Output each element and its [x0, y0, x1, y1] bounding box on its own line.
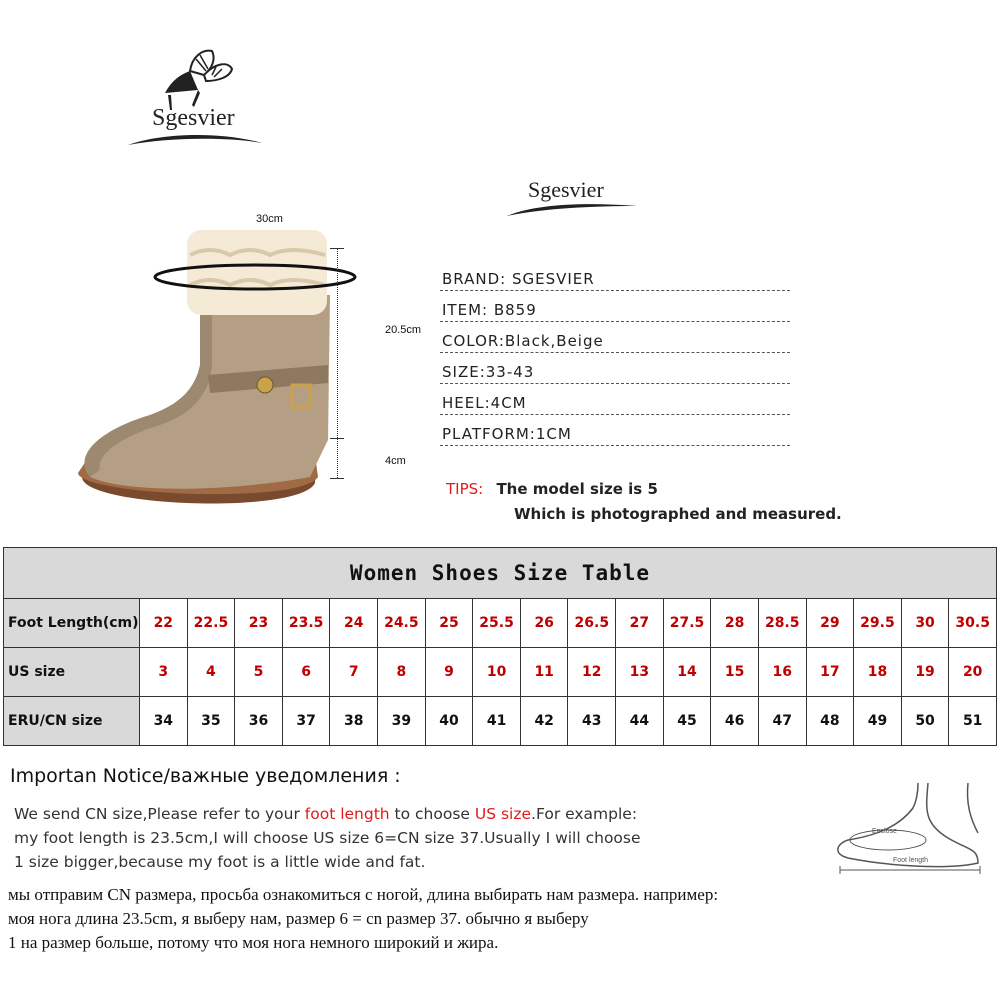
- table-cell: 43: [568, 697, 616, 746]
- spec-color: COLOR:Black,Beige: [440, 330, 790, 353]
- table-row-us-size: [4, 648, 997, 697]
- table-cell: 10: [473, 648, 521, 697]
- height-measure-top-tick: [330, 248, 344, 249]
- notice-en-line2: my foot length is 23.5cm,I will choose US size 6=CN size 37.Usually I will choose: [14, 829, 641, 847]
- size-table-title: Women Shoes Size Table: [4, 548, 997, 599]
- table-cell: 22: [140, 599, 188, 648]
- brand-logo-center-text: Sgesvier: [528, 177, 604, 202]
- table-cell: 24.5: [378, 599, 426, 648]
- size-table: [3, 547, 997, 746]
- spec-size: SIZE:33-43: [440, 361, 790, 384]
- table-cell: 37: [282, 697, 330, 746]
- spec-item: ITEM: B859: [440, 299, 790, 322]
- foot-enclose-label: Enclose: [872, 828, 897, 835]
- height-measure-mid-tick: [330, 438, 344, 439]
- table-cell: 7: [330, 648, 378, 697]
- table-cell: 13: [616, 648, 664, 697]
- table-cell: 25.5: [473, 599, 521, 648]
- table-cell: 26.5: [568, 599, 616, 648]
- boot-image: [60, 215, 360, 515]
- table-cell: 45: [663, 697, 711, 746]
- us-size-highlight: US size: [474, 805, 532, 823]
- notice-ru-line1: мы отправим CN размера, просьба ознакомиться с ногой, длина выбирать нам размера. например:: [8, 885, 719, 904]
- notice-en-line3: 1 size bigger,because my foot is a little wide and fat.: [14, 853, 426, 871]
- table-cell: 23: [235, 599, 283, 648]
- table-cell: 18: [854, 648, 902, 697]
- heel-measure-label: 4cm: [385, 455, 406, 467]
- brand-logo-top: [120, 45, 270, 155]
- table-cell: 42: [520, 697, 568, 746]
- table-cell: 17: [806, 648, 854, 697]
- foot-length-label: Foot length: [893, 857, 929, 864]
- table-cell: 22.5: [187, 599, 235, 648]
- table-cell: 19: [901, 648, 949, 697]
- notice-ru-line3: 1 на размер больше, потому что моя нога немного широкий и жира.: [8, 933, 499, 952]
- brand-logo-center-swoosh: [505, 200, 640, 225]
- table-cell: 35: [187, 697, 235, 746]
- butterfly-heel-icon: [120, 45, 270, 155]
- table-cell: 15: [711, 648, 759, 697]
- spec-heel: HEEL:4CM: [440, 392, 790, 415]
- row-label: Foot Length(cm): [4, 599, 140, 648]
- tips-label: TIPS:: [446, 480, 484, 498]
- table-cell: 20: [949, 648, 997, 697]
- height-measure-bottom-tick: [330, 478, 344, 479]
- table-cell: 29.5: [854, 599, 902, 648]
- table-cell: 40: [425, 697, 473, 746]
- tips-line1: The model size is 5: [496, 480, 658, 498]
- spec-platform: PLATFORM:1CM: [440, 423, 790, 446]
- foot-length-highlight: foot length: [304, 805, 390, 823]
- table-cell: 44: [616, 697, 664, 746]
- table-row-foot-length: [4, 599, 997, 648]
- table-cell: 30.5: [949, 599, 997, 648]
- table-cell: 23.5: [282, 599, 330, 648]
- table-cell: 25: [425, 599, 473, 648]
- row-label: US size: [4, 648, 140, 697]
- table-cell: 14: [663, 648, 711, 697]
- table-cell: 6: [282, 648, 330, 697]
- table-cell: 51: [949, 697, 997, 746]
- table-cell: 46: [711, 697, 759, 746]
- height-measure-label: 20.5cm: [385, 324, 422, 336]
- table-cell: 28.5: [758, 599, 806, 648]
- table-cell: 5: [235, 648, 283, 697]
- notice-en-line1: We send CN size,Please refer to your foot length to choose US size.For example:: [14, 805, 638, 823]
- table-cell: 4: [187, 648, 235, 697]
- table-cell: 8: [378, 648, 426, 697]
- spec-brand: BRAND: SGESVIER: [440, 268, 790, 291]
- table-cell: 27: [616, 599, 664, 648]
- width-measure-label: 30cm: [256, 213, 283, 225]
- table-cell: 24: [330, 599, 378, 648]
- table-cell: 28: [711, 599, 759, 648]
- table-cell: 47: [758, 697, 806, 746]
- tips-line2: Which is photographed and measured.: [514, 505, 842, 523]
- table-cell: 41: [473, 697, 521, 746]
- tips: [446, 480, 658, 498]
- table-cell: 11: [520, 648, 568, 697]
- row-label: ERU/CN size: [4, 697, 140, 746]
- table-cell: 36: [235, 697, 283, 746]
- table-cell: 26: [520, 599, 568, 648]
- brand-logo-top-text: Sgesvier: [152, 105, 235, 131]
- notice-ru-line2: моя нога длина 23.5cm, я выберу нам, размер 6 = cn размер 37. обычно я выберу: [8, 909, 589, 928]
- table-cell: 48: [806, 697, 854, 746]
- table-cell: 9: [425, 648, 473, 697]
- table-cell: 29: [806, 599, 854, 648]
- table-cell: 39: [378, 697, 426, 746]
- table-cell: 50: [901, 697, 949, 746]
- notice-title: Importan Notice/важные уведомления :: [10, 765, 401, 787]
- table-cell: 3: [140, 648, 188, 697]
- table-cell: 49: [854, 697, 902, 746]
- table-cell: 34: [140, 697, 188, 746]
- table-cell: 16: [758, 648, 806, 697]
- height-measure-line: [337, 248, 339, 478]
- table-cell: 12: [568, 648, 616, 697]
- table-row-eu-cn-size: [4, 697, 997, 746]
- table-cell: 30: [901, 599, 949, 648]
- table-cell: 38: [330, 697, 378, 746]
- table-cell: 27.5: [663, 599, 711, 648]
